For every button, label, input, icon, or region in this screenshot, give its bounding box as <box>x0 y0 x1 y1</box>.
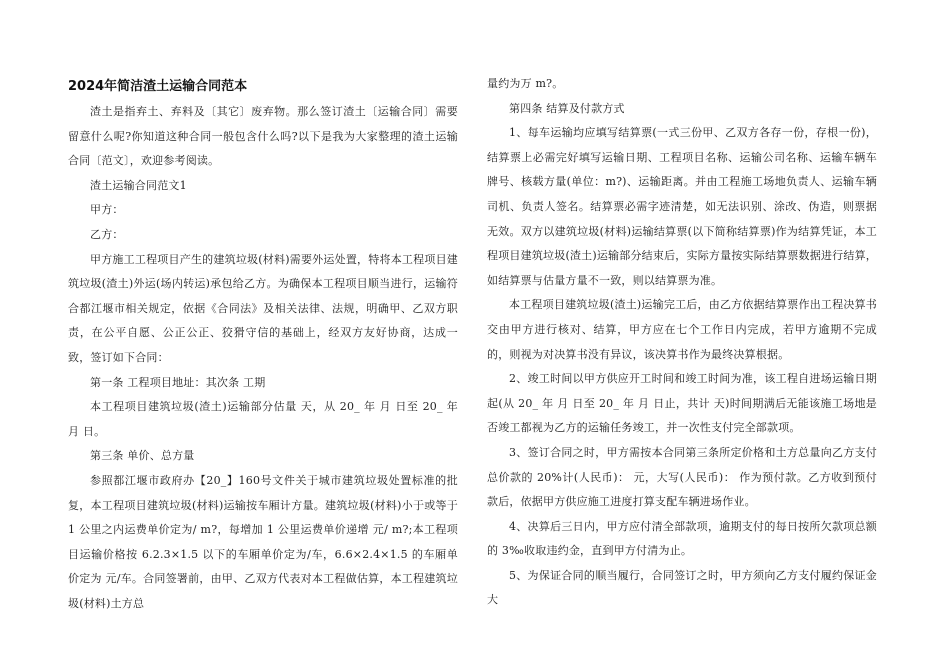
contract-sample-heading: 渣土运输合同范文1 <box>90 178 187 192</box>
pricing-paragraph: 参照都江堰市政府办【20_】160号文件关于城市建筑垃圾处置标准的批复，本工程项目建筑垃圾(材料)运输按车厢计方量。建筑垃圾(材料)小于或等于 1 公里之内运费单价定为/ m?，每增加 1 公里运费单价递增 元/ m?;本工程项目运输价格按 6.2.3×1.5 以下的车厢单价定为/车，6.6×2.4×1.5 的车厢单价定为 元/车。合同签署前，由甲、乙双方代表对本工程做估算，本工程建筑垃圾(材料)土方总 <box>68 473 458 610</box>
clause-3-paragraph: 3、签订合同之时，甲方需按本合同第三条所定价格和土方总量向乙方支付总价款的 20%计(人民币)： 元，大写(人民币)： 作为预付款。乙方收到预付款后，依据甲方供应施工进度打算支配车辆进场作业。 <box>487 445 877 509</box>
volume-continuation: 量约为万 m?。 <box>487 77 564 90</box>
clause-5-paragraph: 5、为保证合同的顺当履行，合同签订之时，甲方须向乙方支付履约保证金大 <box>487 568 877 607</box>
article-1-2-heading: 第一条 工程项目地址：其次条 工期 <box>90 375 266 389</box>
clause-4-paragraph: 4、决算后三日内，甲方应付清全部款项，逾期支付的每日按所欠款项总额的 3‰收取违约金，直到甲方付清为止。 <box>487 519 877 558</box>
clause-2-paragraph: 2、竣工时间以甲方供应开工时间和竣工时间为准，该工程自进场运输日期起(从 20_ 年 月 日至 20_ 年 月 日止，共计 天)时间期满后无能该施工场地是否竣工都视为乙方的运输任务竣工，并一次性支付完全部款项。 <box>487 372 877 435</box>
preamble-paragraph: 甲方施工工程项目产生的建筑垃圾(材料)需要外运处置，特将本工程项目建筑垃圾(渣土)外运(场内转运)承包给乙方。为确保本工程项目顺当进行，运输符合都江堰市相关规定，依据《合同法》及相关法律、法规，明确甲、乙双方职责，在公平自愿、公正公正、狡猾守信的基础上，经双方友好协商，达成一致，签订如下合同： <box>68 252 458 364</box>
article-4-heading: 第四条 结算及付款方式 <box>509 101 625 115</box>
right-column <box>487 72 877 613</box>
document-title: 2024年简洁渣土运输合同范本 <box>68 79 248 94</box>
left-column <box>68 72 458 616</box>
intro-paragraph: 渣土是指弃土、弃料及〔其它〕废弃物。那么签订渣土〔运输合同〕需要留意什么呢?你知道这种合同一般包含什么吗?以下是我为大家整理的渣土运输合同〔范文〕，欢迎参考阅读。 <box>68 105 458 168</box>
clause-1-paragraph: 1、每车运输均应填写结算票(一式三份甲、乙双方各存一份，存根一份)，结算票上必需完好填写运输日期、工程项目名称、运输公司名称、运输车辆车牌号、核载方量(单位：m?)、运输距离。并由工程施工场地负责人、运输车辆司机、负责人签名。结算票必需字迹清楚，如无法识别、涂改、伪造，则票据无效。双方以建筑垃圾(材料)运输结算票(以下简称结算票)作为结算凭证，本工程项目建筑垃圾(渣土)运输部分结束后，实际方量按实际结算票数据进行结算，如结算票与估量方量不一致，则以结算票为准。 <box>487 126 877 287</box>
party-a-label: 甲方： <box>90 203 124 217</box>
duration-paragraph: 本工程项目建筑垃圾(渣土)运输部分估量 天，从 20_ 年 月 日至 20_ 年 月 日。 <box>68 400 458 438</box>
party-b-label: 乙方： <box>90 227 124 241</box>
final-account-paragraph: 本工程项目建筑垃圾(渣土)运输完工后，由乙方依据结算票作出工程决算书交由甲方进行核对、结算，甲方应在七个工作日内完成，若甲方逾期不完成的，则视为对决算书没有异议，该决算书作为最终决算根据。 <box>487 298 877 361</box>
article-3-heading: 第三条 单价、总方量 <box>90 449 195 463</box>
